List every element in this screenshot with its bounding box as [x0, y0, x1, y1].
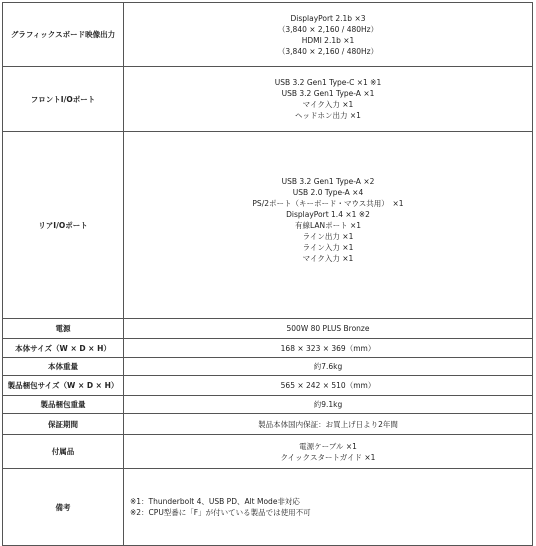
spec-value-line: USB 3.2 Gen1 Type-A ×1	[281, 89, 375, 98]
spec-value-line: ※1：Thunderbolt 4、USB PD、Alt Mode非対応	[130, 497, 300, 506]
spec-value	[124, 3, 533, 67]
spec-label: 本体重量	[3, 358, 124, 376]
spec-value-line: HDMI 2.1b ×1	[301, 35, 355, 45]
spec-label: グラフィックスボード映像出力	[3, 3, 124, 67]
spec-value-line: （3,840 × 2,160 / 480Hz）	[277, 46, 379, 56]
spec-row-package-size	[3, 376, 533, 396]
spec-label: リアI/Oポート	[3, 132, 124, 319]
spec-value-line: マイク入力 ×1	[302, 253, 354, 263]
spec-row-power	[3, 319, 533, 339]
spec-label: 製品梱包重量	[3, 396, 124, 414]
spec-value-line: ヘッドホン出力 ×1	[295, 111, 361, 120]
spec-row-body-size	[3, 339, 533, 358]
spec-row-accessories	[3, 435, 533, 469]
spec-label: 備考	[3, 469, 124, 546]
spec-label: 保証期間	[3, 414, 124, 435]
spec-value-line: クイックスタートガイド ×1	[280, 452, 376, 462]
spec-value	[124, 414, 533, 435]
spec-label: フロントI/Oポート	[3, 67, 124, 132]
spec-value	[124, 339, 533, 358]
spec-label: 本体サイズ（W × D × H）	[3, 339, 124, 358]
spec-value-line: 約9.1kg	[313, 400, 343, 409]
spec-label: 付属品	[3, 435, 124, 469]
spec-label: 製品梱包サイズ（W × D × H）	[3, 376, 124, 396]
spec-value-line: 電源ケーブル ×1	[299, 441, 357, 451]
spec-value	[124, 396, 533, 414]
spec-value-line: 500W 80 PLUS Bronze	[286, 324, 370, 333]
spec-value-line: ライン出力 ×1	[302, 231, 354, 241]
spec-value-line: 168 × 323 × 369（mm）	[280, 343, 376, 353]
spec-value-line: 約7.6kg	[313, 362, 343, 371]
spec-row-warranty	[3, 414, 533, 435]
spec-value-line: ※2：CPU型番に「F」が付いている製品では使用不可	[130, 508, 311, 517]
spec-value-line: ライン入力 ×1	[302, 242, 354, 252]
spec-value-line: マイク入力 ×1	[302, 100, 354, 109]
spec-value	[124, 132, 533, 319]
spec-value	[124, 469, 533, 546]
spec-value	[124, 435, 533, 469]
spec-value-line: DisplayPort 1.4 ×1 ※2	[286, 209, 370, 219]
spec-value-line: USB 2.0 Type-A ×4	[292, 187, 364, 197]
spec-value-line: USB 3.2 Gen1 Type-A ×2	[281, 176, 375, 186]
spec-label: 電源	[3, 319, 124, 339]
spec-row-front-io	[3, 67, 533, 132]
spec-value-line: 有線LANポート ×1	[294, 220, 362, 230]
spec-value-line: （3,840 × 2,160 / 480Hz）	[277, 24, 379, 34]
spec-value	[124, 376, 533, 396]
spec-value-line: PS/2ポート（キーボード・マウス共用） ×1	[252, 198, 404, 208]
spec-value	[124, 319, 533, 339]
spec-row-graphics-output	[3, 3, 533, 67]
spec-value	[124, 358, 533, 376]
spec-row-rear-io	[3, 132, 533, 319]
spec-value-line: DisplayPort 2.1b ×3	[290, 13, 366, 23]
spec-row-body-weight	[3, 358, 533, 376]
spec-value-line: USB 3.2 Gen1 Type-C ×1 ※1	[274, 78, 382, 87]
spec-value	[124, 67, 533, 132]
spec-value-line: 製品本体国内保証：お買上げ日より2年間	[258, 419, 398, 429]
spec-value-line: 565 × 242 × 510（mm）	[280, 381, 376, 390]
spec-table	[2, 2, 533, 546]
spec-row-notes	[3, 469, 533, 546]
spec-row-package-weight	[3, 396, 533, 414]
